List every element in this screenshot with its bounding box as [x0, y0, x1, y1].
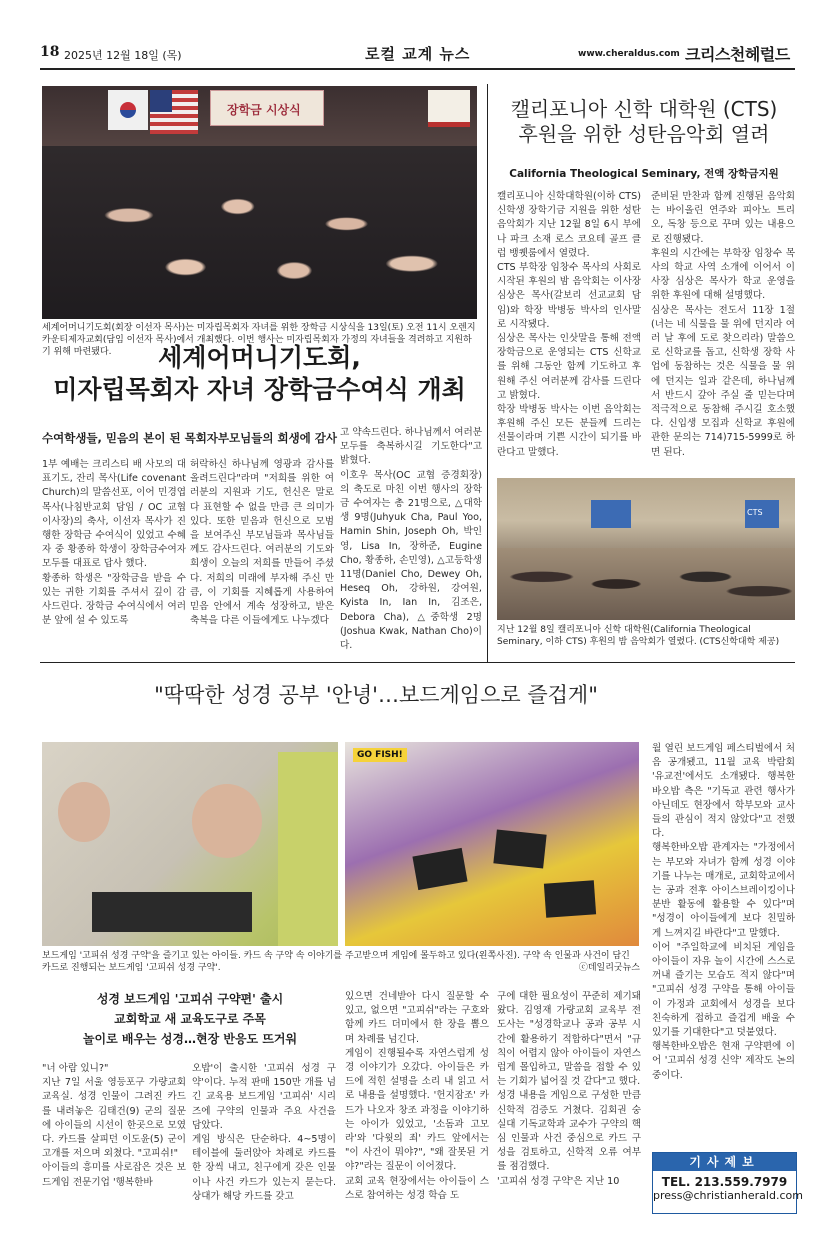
child-right	[278, 752, 338, 946]
subhead-scholarship: 수여학생들, 믿음의 본이 된 목회자부모님들의 희생에 감사	[42, 431, 338, 445]
subhead-boardgame-3: 놀이로 배우는 성경…현장 반응도 뜨거워	[82, 1032, 298, 1046]
korea-flag	[108, 90, 148, 130]
subhead-boardgame-2: 교회학교 새 교육도구로 주목	[114, 1012, 266, 1026]
banner-text: 장학금 시상식	[227, 103, 301, 117]
game-col-5: 월 열린 보드게임 페스티벌에서 처음 공개됐고, 11월 교육 박람회 '유교전'에서도 소개됐다. 행복한바오밥 측은 "기독교 관련 행사가 아닌데도 현장에서 학부모와 교사들의 관심이 적지 않았다"고 전했다. 행복한바오밥 관계자는 "가정에서는 부모와 자녀가 함께 성경 이야기를 나누는 매개로, 교회학교에서는 공과 전후 아이스브레이킹이나 분반 활동에 활용할 수 있다"며 "성경이 아이들에게 보다 친밀하게 느껴지길 바란다"고 말했다. 이어 "주일학교에 비치된 게임을 아이들이 자유 놀이 시간에 스스로 꺼내 즐기는 모습도 적지 않다"며 "고피쉬 성경 구약을 통해 아이들이 가정과 교회에서 성경을 보다 친숙하게 접하고 즐겁게 배울 수 있기를 기대한다"고 덧붙였다. 행복한바오밥은 현재 구약편에 이어 '고피쉬 성경 신약' 제작도 논의 중이다.	[652, 743, 795, 1081]
news-tip-box	[652, 1152, 803, 1214]
tip-title: 기사제보	[653, 1153, 796, 1171]
event-banner	[210, 90, 324, 126]
audience	[497, 548, 795, 620]
headline-scholarship-1: 세계어머니기도회,	[158, 343, 361, 372]
subhead-boardgame-1: 성경 보드게임 '고피쉬 구약편' 출시	[96, 992, 284, 1006]
subhead-cts: California Theological Seminary, 전액 장학금지원	[509, 168, 779, 180]
game-box-label: GO FISH!	[353, 748, 407, 762]
body-col-2: 허락하신 하나님께 영광과 감사를 올려드린다"라며 "저희를 위한 여러분의 지원과 기도, 헌신은 말로 다 표현할 수 없을 만큼 큰 의미가 있다. 또한 믿음과 헌신으로 모범을 보여주신 부모님들과 목사님들께도 감사드린다. 여러분의 기도와 희생이 오늘의 저희를 만들어 주셨다. 저희의 미래에 부자해 주신 만큼, 이 기회를 지혜롭게 사용하여 믿음 안에서 계속 성장하고, 받은 축복을 다른 이들에게도 나누겠다	[190, 459, 334, 627]
tip-email[interactable]: press@christianherald.com	[653, 1189, 803, 1202]
photo-caption-2: 지난 12월 8일 캘리포니아 신학 대학원(California Theological Seminary, 이하 CTS) 후원의 밤 음악회가 열렸다. (CTS신학대학 제공)	[497, 625, 780, 647]
brand-logo: 크리스천헤럴드	[685, 45, 790, 64]
game-col-1: "너 아람 있니?" 지난 7일 서울 영등포구 가량교회 교육실. 성경 인물이 그려진 카드를 내려놓은 김태건(9) 군의 질문에 아이들의 시선이 한곳으로 모였다. 카드를 살피던 이도윤(5) 군이 고개를 저으며 외쳤다. "고피쉬!" 아이들의 흥미를 사로잡은 것은 보드게임 전문기업 '행복한바	[42, 1063, 186, 1188]
card-rack	[92, 892, 252, 932]
game-col-2: 오밥'이 출시한 '고피쉬 성경 구약'이다. 누적 판매 150만 개를 넘긴 교육용 보드게임 '고피쉬' 시리즈에 구약의 인물과 주요 사건을 담았다. 게임 방식은 단순하다. 4~5명이 테이블에 둘러앉아 차례로 카드를 한 장씩 내고, 친구에게 갖은 인물이나 사건 카드가 있는지 묻는다. 상대가 해당 카드를 갖고	[192, 1063, 336, 1202]
crowd	[42, 146, 477, 319]
scholarship-group-photo	[42, 86, 477, 319]
us-flag	[150, 90, 198, 134]
cts-col-1: 캘리포니아 신학대학원(이하 CTS) 신학생 장학기금 지원을 위한 성탄음악회가 지난 12월 8일 6시 부에나 파크 소재 로스 코요테 골프 클럽 뱅퀫룸에서 열렸다. CTS 부학장 임창수 목사의 사회로 시작된 후원의 밤 음악회는 이사장 심상은 목사(갈보리 선교교회 담임)와 학장 박병동 박사의 인사말로 시작됐다. 심상은 목사는 인삿말을 통해 전액 장학금으로 운영되는 CTS 신학교를 위해 그동안 함께 기도하고 후원해 주신 여러분께 감사를 드린다고 밝혔다. 학장 박병동 박사는 이번 음악회는 후원해 주신 모든 분들께 드리는 선물이라며 기쁜 시간이 되기를 바란다고 말했다.	[497, 191, 641, 458]
screen-right	[745, 500, 779, 528]
section-title: 로컬 교계 뉴스	[365, 45, 471, 63]
page-number: 18	[40, 44, 60, 60]
headline-cts-2: 후원을 위한 성탄음악회 열려	[518, 122, 770, 146]
headline-scholarship-2: 미자립목회자 자녀 장학금수여식 개최	[53, 375, 466, 404]
card-3	[544, 880, 596, 917]
headline-boardgame: "딱딱한 성경 공부 '안녕'…보드게임으로 즐겁게"	[154, 683, 598, 707]
ca-flag	[428, 90, 470, 127]
masthead	[40, 40, 795, 70]
screen-text: CTS	[747, 508, 763, 517]
issue-date: 2025년 12월 18일 (목)	[64, 49, 182, 62]
screen-left	[591, 500, 631, 528]
concert-photo	[497, 478, 795, 620]
photo-credit: ⓒ데일리굿뉴스	[578, 963, 640, 973]
game-cards-photo	[345, 742, 639, 946]
cts-col-2: 준비된 만찬과 함께 진행된 음악회는 바이올린 연주와 피아노 트리오, 독창 등으로 꾸며 있는 내용으로 진행됐다. 후원의 시간에는 부학장 임창수 목사의 학교 사역 소개에 이어서 이사장 심상은 목사가 학교 운영을 위한 후원에 대해 설명했다. 심상은 목사는 전도서 11장 1절(너는 네 식물을 물 위에 던지라 여러 날 후에 도로 찾으리라) 말씀으로 신학교를 돕고, 신학생 장학 사업에 동참하는 것은 식물을 물 위에 던지는 일과 같은데, 하나님께서 반드시 갚아 주실 줄 믿는다며 적극적으로 동참해 주시길 호소했다. 신입생 모집과 신학교 후원에 관한 문의는 714)715-5999로 하면 된다.	[651, 191, 795, 458]
child-center	[192, 784, 262, 858]
card-1	[412, 848, 467, 890]
game-col-4: 구에 대한 필요성이 꾸준히 제기돼 왔다. 김영재 가량교회 교육부 전도사는 "성경학교나 공과 공부 시간에 활용하기 적합하다"면서 "규칙이 어렵지 않아 아이들이 자연스럽게 몰입하고, 말씀을 접할 수 있는 기회가 넓어질 것 같다"고 했다. 성경 내용을 게임으로 구성한 만큼 신학적 검증도 거쳤다. 김회권 숭실대 기독교학과 교수가 구약의 핵심 인물과 사건 중심으로 카드 구성을 검토하고, 신학적 오류 여부를 점검했다. '고피쉬 성경 구약'은 지난 10	[497, 991, 641, 1187]
kids-playing-photo	[42, 742, 338, 946]
child-left	[58, 782, 110, 842]
game-col-3: 있으면 건네받아 다시 질문할 수 있고, 없으면 "고피쉬"라는 구호와 함께 카드 더미에서 한 장을 뽑으며 차례를 넘긴다. 게임이 진행될수록 자연스럽게 성경 이야기가 오갔다. 아이들은 카드에 적힌 설명을 소리 내 읽고 서로 내용을 설명했다. '헌지잠조' 카드가 나오자 창조 과정을 이야기하는 아이가 있었고, '소돔과 고모라'와 '다윗의 죄' 카드 앞에서는 "이 사건이 뭐야?", "왜 잘못된 거야?"라는 질문이 이어졌다. 교회 교육 현장에서는 아이들이 스스로 참여하는 성경 학습 도	[345, 991, 489, 1201]
column-divider	[487, 84, 488, 662]
body-col-1: 1부 예배는 크리스티 배 사모의 대표기도, 잔리 목사(Life covenant Church)의 말씀선포, 이어 민경엽 목사(나침반교회 담임 / OC 교협 이사장)의 축사, 이선자 목사가 진행한 장학금 수여식이 있었고 수혜자 중 황종하 학생이 장학금수여자 모두를 대표로 답사 했다. 황종하 학생은 "장학금을 받을 수 있는 귀한 기회를 주셔서 깊이 감사드린다. 장학금 수여식에서 여러분 앞에 설 수 있도록	[42, 459, 186, 627]
body-col-3: 고 약속드린다. 하나님께서 여러분 모두를 축복하시길 기도한다"고 밝혔다. 이호우 목사(OC 교협 증경회장)의 축도로 마친 이번 행사의 장학금 수여자는 총 21명으로, △대학생 9명(Juhyuk Cha, Paul Yoo, Hamin Shin, Joseph Oh, 박인영, Lisa In, 장하준, Eugine Cho, 황종하, 손민영), △고등학생 11명(Daniel Cho, Dewey Oh, Heseq Oh, 강하원, 강여원, Kyista In, Ian In, 김조은, Debora Cha), △중학생 2명(Joshua Kwak, Nathan Cho)이다.	[340, 427, 482, 652]
headline-cts-1: 캘리포니아 신학 대학원 (CTS)	[510, 97, 778, 121]
site-url: www.cheraldus.com	[578, 49, 680, 59]
photo-caption-3: 보드게임 '고피쉬 성경 구약'을 즐기고 있는 아이들. 카드 속 구약 속 이야기를 주고받으며 게임에 몰두하고 있다(왼쪽사진). 구약 속 인물과 사건이 담긴 카드로 진행되는 보드게임 '고피쉬 성경 구약'.	[42, 951, 630, 973]
photo-caption-1: 세계어머니기도회(회장 이선자 목사)는 미자립목회자 자녀를 위한 장학금 시상식을 13일(토) 오전 11시 오렌지카운티제자교회(담임 이선자 목사)에서 개최했다. 이번 행사는 미자립목회자 가정의 자녀들을 격려하고 지원하기 위해 마련됐다.	[42, 323, 476, 357]
card-2	[493, 829, 546, 868]
section-divider	[40, 662, 795, 663]
tip-phone: TEL. 213.559.7979	[661, 1175, 788, 1189]
